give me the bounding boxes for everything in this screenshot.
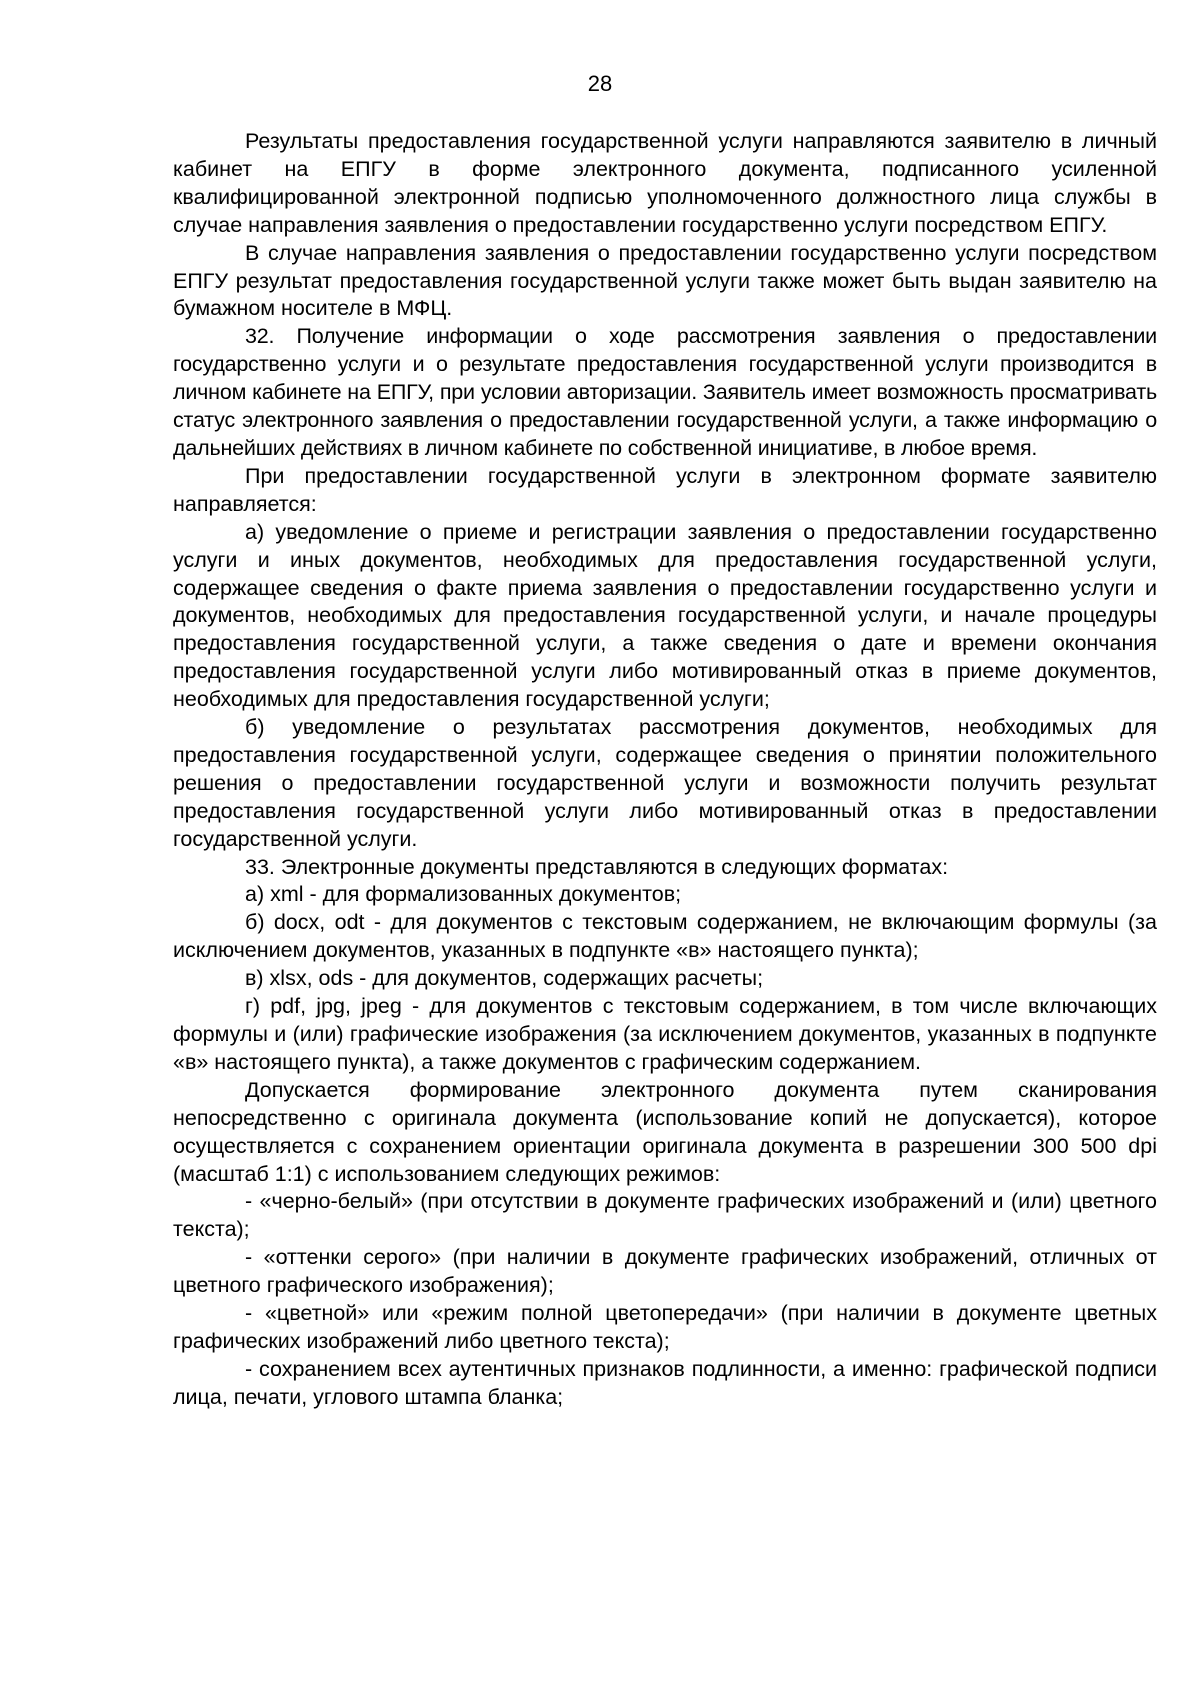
paragraph-notifications-intro: При предоставлении государственной услуги в электронном формате заявителю направляется:	[173, 463, 1157, 516]
paragraph-item-a-receipt-notice: а) уведомление о приеме и регистрации заявления о предоставлении государственно услуги и иных документов, необходимых для предоставления государственной услуги, содержащее сведения о факте приема заявления о предоставлении государственно услуги и документов, необходимых для предоставления государственной услуги, и начале процедуры предоставления государственной услуги, а также сведения о дате и времени окончания предоставления государственной услуги либо мотивированный отказ в приеме документов, необходимых для предоставления государственной услуги;	[173, 519, 1157, 712]
paragraph-paper-result: В случае направления заявления о предоставлении государственно услуги посредством ЕПГУ результат предоставления государственной услуги также может быть выдан заявителю на бумажном носителе в МФЦ.	[173, 240, 1157, 321]
document-body	[173, 128, 1157, 1412]
paragraph-33-formats-intro: 33. Электронные документы представляются в следующих форматах:	[245, 854, 949, 879]
paragraph-format-pdf-jpg: г) pdf, jpg, jpeg - для документов с текстовым содержанием, в том числе включающих формулы и (или) графические изображения (за исключением документов, указанных в подпункте «в» настоящего пункта), а также документов с графическим содержанием.	[173, 994, 1157, 1074]
paragraph-mode-grayscale: - «оттенки серого» (при наличии в документе графических изображений, отличных от цветного графического изображения);	[173, 1245, 1157, 1298]
paragraph-mode-color: - «цветной» или «режим полной цветопередачи» (при наличии в документе цветных графических изображений либо цветного текста);	[173, 1301, 1157, 1353]
paragraph-mode-black-white: - «черно-белый» (при отсутствии в документе графических изображений и (или) цветного текста);	[173, 1189, 1157, 1242]
paragraph-item-b-result-notice: б) уведомление о результатах рассмотрения документов, необходимых для предоставления государственной услуги, содержащее сведения о принятии положительного решения о предоставлении государственной услуги и возможности получить результат предоставления государственной услуги либо мотивированный отказ в предоставлении государственной услуги.	[173, 715, 1157, 851]
page-number: 28	[587, 71, 613, 96]
paragraph-format-xlsx-ods: в) xlsx, ods - для документов, содержащих расчеты;	[245, 966, 764, 991]
paragraph-result-delivery: Результаты предоставления государственной услуги направляются заявителю в личный кабинет на ЕПГУ в форме электронного документа, подписанного усиленной квалифицированной электронной подписью уполномоченного должностного лица службы в случае направления заявления о предоставлении государственно услуги посредством ЕПГУ.	[173, 129, 1157, 237]
paragraph-format-docx-odt: б) docx, odt - для документов с текстовым содержанием, не включающим формулы (за исключением документов, указанных в подпункте «в» настоящего пункта);	[173, 910, 1157, 963]
paragraph-format-xml: а) xml - для формализованных документов;	[245, 882, 682, 907]
paragraph-32-status-info: 32. Получение информации о ходе рассмотрения заявления о предоставлении государственно услуги и о результате предоставления государственной услуги производится в личном кабинете на ЕПГУ, при условии авторизации. Заявитель имеет возможность просматривать статус электронного заявления о предоставлении государственной услуги, а также информацию о дальнейших действиях в личном кабинете по собственной инициативе, в любое время.	[173, 324, 1157, 460]
paragraph-authenticity-signs: - сохранением всех аутентичных признаков подлинности, а именно: графической подписи лица, печати, углового штампа бланка;	[173, 1356, 1157, 1409]
paragraph-scanning-rules: Допускается формирование электронного документа путем сканирования непосредственно с оригинала документа (использование копий не допускается), которое осуществляется с сохранением ориентации оригинала документа в разрешении 300 500 dpi (масштаб 1:1) с использованием следующих режимов:	[173, 1077, 1157, 1186]
